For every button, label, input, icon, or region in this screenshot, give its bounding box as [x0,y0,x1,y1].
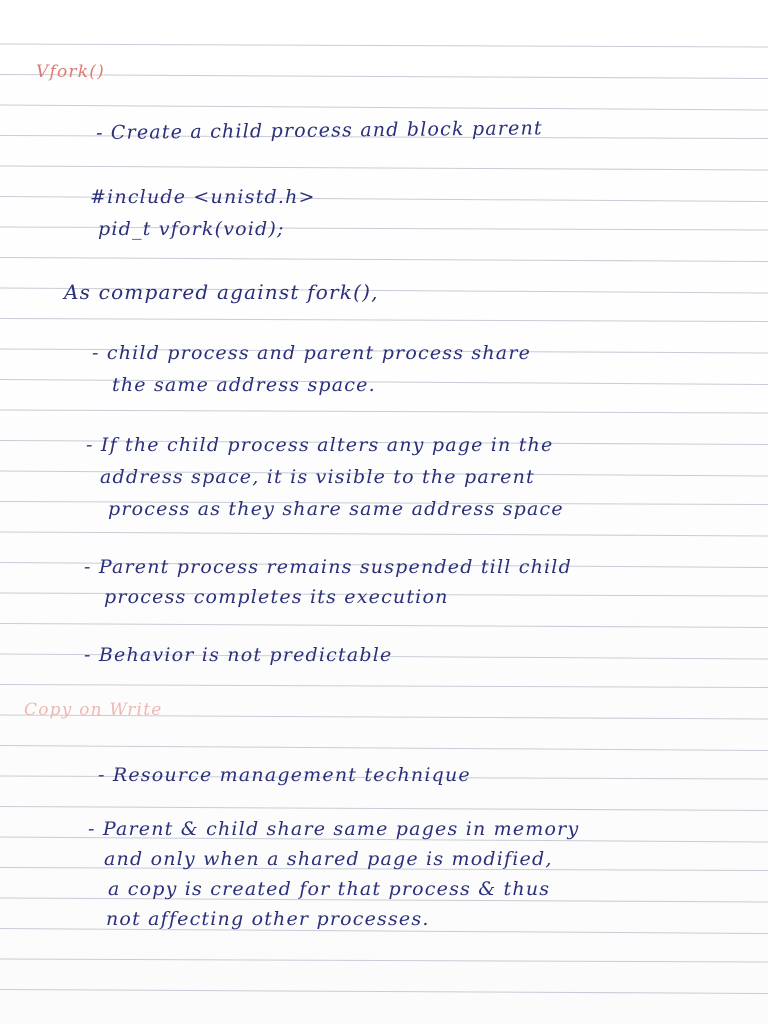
ruled-line [0,258,768,262]
ruled-line [0,807,768,811]
include-line: #include <unistd.h> [90,186,316,208]
heading-copy-on-write: Copy on Write [24,700,163,720]
heading-vfork: Vfork() [36,62,105,82]
bullet-2-line-3: process as they share same address space [108,498,564,520]
compare-intro: As compared against fork(), [64,280,379,304]
bullet-3-line-2: process completes its execution [104,586,449,608]
ruled-line [0,410,768,413]
prototype-line: pid_t vfork(void); [98,218,285,240]
ruled-line [0,990,768,994]
ruled-line [0,75,768,79]
ruled-line [0,166,768,170]
cow-bullet-1: - Resource management technique [98,764,471,786]
cow-bullet-2-line-3: a copy is created for that process & thus [108,878,551,900]
bullet-1-line-1: - child process and parent process share [92,342,532,364]
bullet-4: - Behavior is not predictable [84,644,393,666]
cow-bullet-2-line-2: and only when a shared page is modified, [104,848,553,870]
bullet-1-line-2: the same address space. [112,374,376,396]
bullet-2-line-2: address space, it is visible to the parent [100,466,535,488]
ruled-line [0,624,768,628]
ruled-line [0,685,768,688]
cow-bullet-2-line-1: - Parent & child share same pages in memory [88,818,580,840]
bullet-3-line-1: - Parent process remains suspended till child [84,556,572,578]
ruled-line [0,959,768,962]
ruled-line [0,319,768,322]
vfork-description: - Create a child process and block parent [95,117,543,144]
ruled-line [0,532,768,536]
ruled-line [0,746,768,751]
ruled-line [0,105,768,110]
ruled-line [0,44,768,47]
bullet-2-line-1: - If the child process alters any page in the [86,434,554,456]
cow-bullet-2-line-4: not affecting other processes. [106,908,430,930]
